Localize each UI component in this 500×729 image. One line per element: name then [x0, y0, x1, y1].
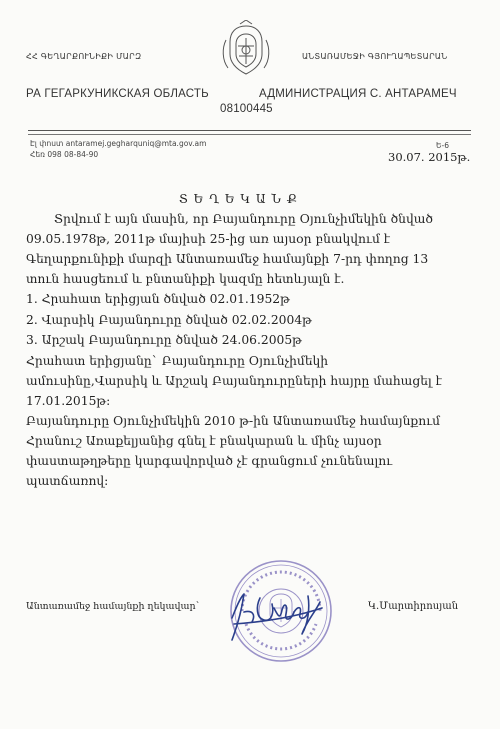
family-member-2: 2. Վարսիկ Բայանդուրը ծնված 02.02.2004թ [26, 313, 312, 327]
paragraph-line: Հրանուշ Առաքելյանից գնել է բնակարան և մինչ այսօր [26, 434, 382, 448]
paragraph-line: պատճառով: [26, 474, 109, 488]
header-left-russian: РА ГЕГАРКУНИКСКАЯ ОБЛАСТЬ [26, 88, 209, 100]
header-left-armenian: ՀՀ ԳԵՂԱՐՔՈՒՆԻՔԻ ՄԱՐԶ [26, 52, 142, 61]
header-rule-thick [28, 130, 471, 131]
handwritten-signature [222, 578, 332, 650]
paragraph-line: փաստաթղթերը կարգավորված չէ գրանցում չունենալու [26, 454, 393, 468]
paragraph-line: տուն հասցեում և բնտանիքի կազմը հետևյալն է. [26, 272, 345, 286]
coat-of-arms-emblem [218, 20, 274, 78]
header-code: 08100445 [220, 103, 273, 115]
header-right-armenian: ԱՆՏԱՌԱՄԵՋԻ ԳՅՈՒՂԱՊԵՏԱՐԱՆ [302, 52, 448, 61]
family-member-1: 1. Հրահատ երիցյան ծնված 02.01.1952թ [26, 292, 290, 306]
contact-email: Էլ փոստ antaramej.gegharquniq@mta.gov.am [30, 139, 207, 148]
document-title: Տ Ե Ղ Ե Կ Ա Ն Ք [179, 192, 298, 206]
header-right-russian: АДМИНИСТРАЦИЯ С. АНТАРАМЕЧ [259, 88, 457, 100]
paragraph-line: Բայանդուրը Օյունչիմեկին 2010 թ-ին Անտառամեջ համայնքում [26, 414, 441, 428]
paragraph-line: Տրվում է այն մասին, որ Բայանդուրը Օյունչիմեկին ծնված [54, 212, 433, 226]
paragraph-line: Գեղարքունիքի մարզի Անտառամեջ համայնքի 7-րդ փողոց 13 [26, 252, 429, 266]
header-rule-thin [28, 134, 471, 135]
doc-number: Ե-6 [436, 141, 449, 150]
contact-phone: Հեռ 098 08-84-90 [30, 150, 99, 159]
paragraph-line: 17.01.2015թ: [26, 394, 111, 408]
paragraph-line: ամուսինը,Վարսիկ և Արշակ Բայանդուրըների հայրը մահացել է [26, 374, 442, 388]
paragraph-line: Հրահատ երիցյանը` Բայանդուրը Օյունչիմեկի [26, 354, 329, 368]
signatory-name: Կ.Մարտիրոսյան [368, 601, 459, 612]
family-member-3: 3. Արշակ Բայանդուրը ծնված 24.06.2005թ [26, 333, 302, 347]
paragraph-line: 09.05.1978թ, 2011թ մայիսի 25-ից առ այսօր բնակվում է [26, 232, 391, 246]
doc-date: 30.07. 2015թ. [388, 150, 471, 164]
signatory-position: Անտառամեջ համայնքի ղեկավար` [26, 601, 201, 612]
